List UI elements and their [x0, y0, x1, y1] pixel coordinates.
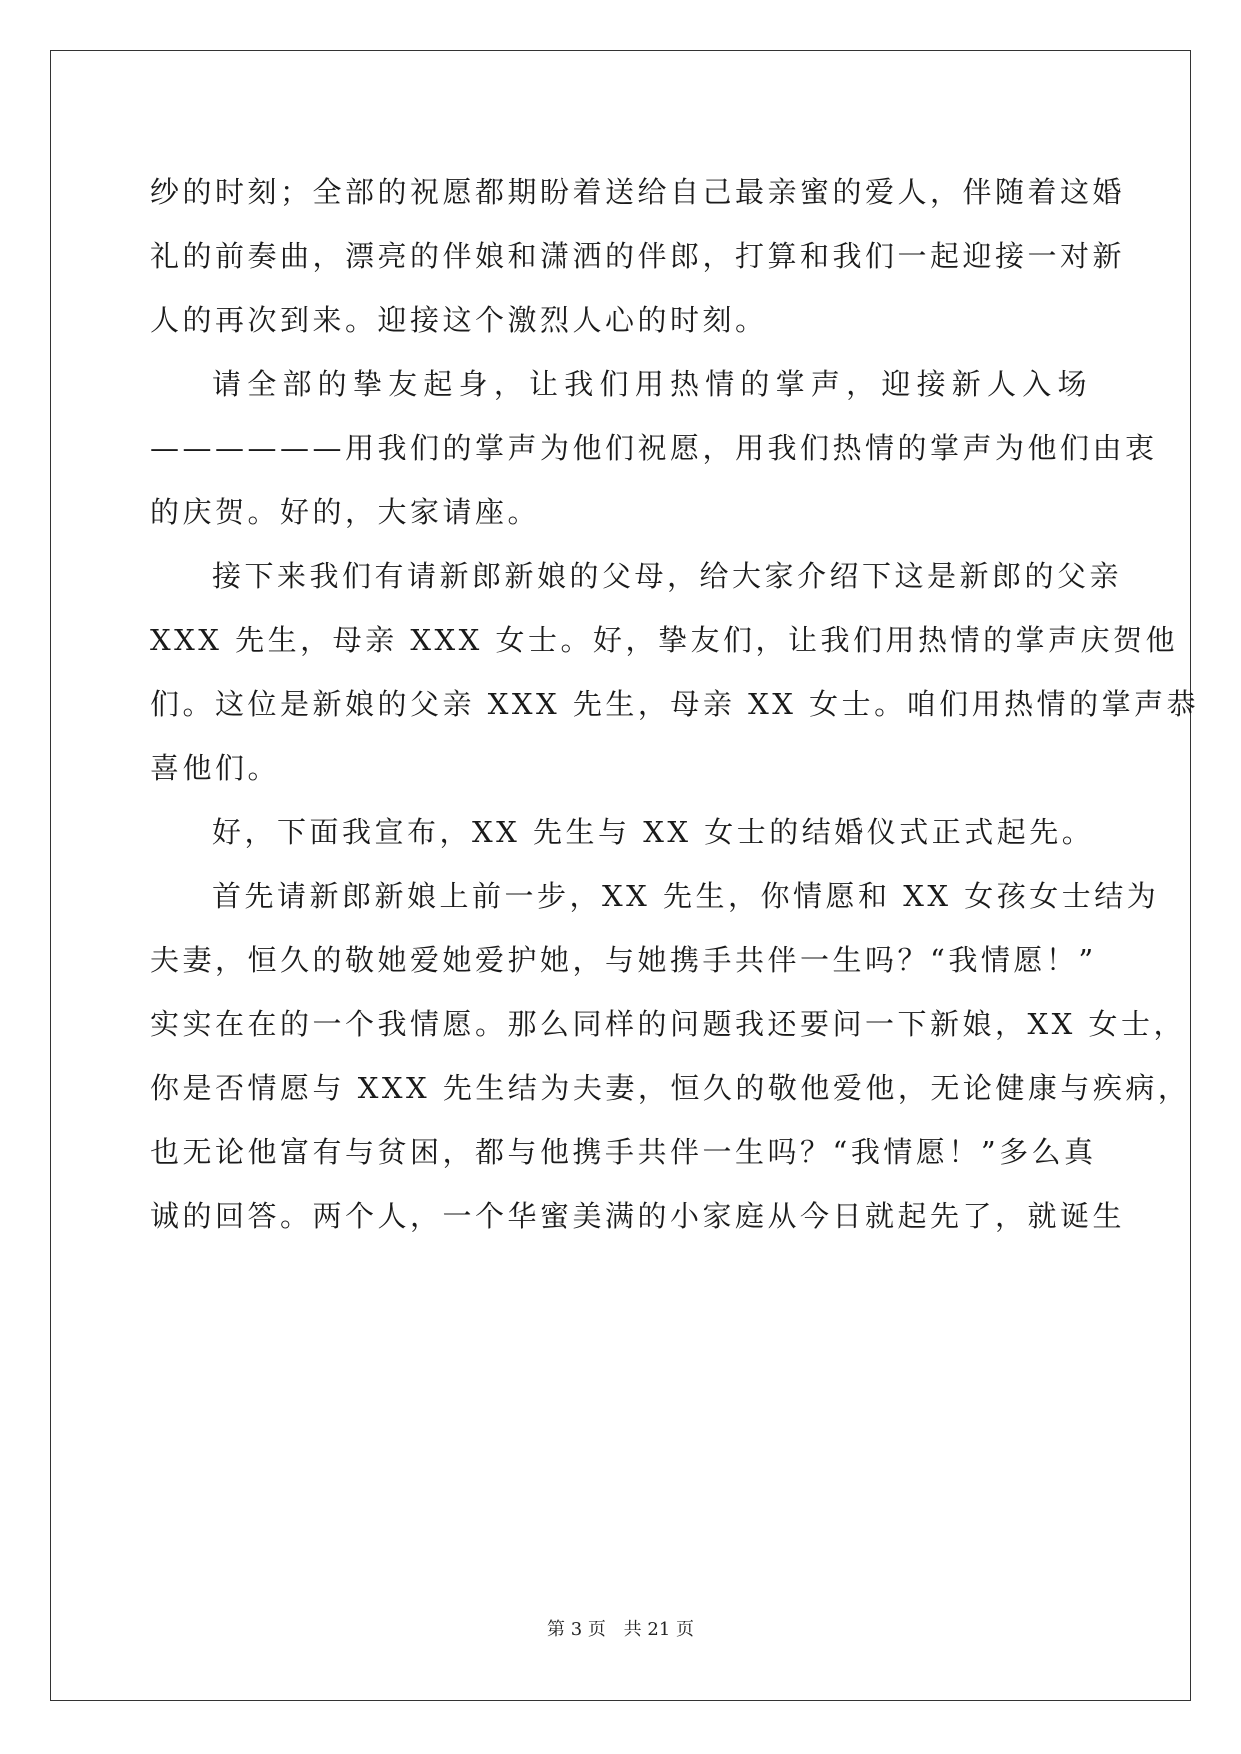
text-line: 喜他们。: [150, 751, 281, 785]
text-line: 好，下面我宣布，XX 先生与 XX 女士的结婚仪式正式起先。: [212, 815, 1095, 849]
text-line: 们。这位是新娘的父亲 XXX 先生，母亲 XX 女士。咱们用热情的掌声恭: [150, 687, 1200, 721]
text-line: 也无论他富有与贫困，都与他携手共伴一生吗？“我情愿！”多么真: [150, 1135, 1097, 1169]
document-body: [150, 160, 1200, 1248]
text-line: 请全部的挚友起身，让我们用热情的掌声，迎接新人入场: [212, 367, 1090, 401]
page-number: 第 3 页: [547, 1619, 606, 1640]
text-line: 首先请新郎新娘上前一步，XX 先生，你情愿和 XX 女孩女士结为: [212, 879, 1160, 913]
text-line: ——————用我们的掌声为他们祝愿，用我们热情的掌声为他们由衷: [150, 431, 1158, 465]
page-footer: [0, 1615, 1241, 1641]
text-line: 接下来我们有请新郎新娘的父母，给大家介绍下这是新郎的父亲: [212, 559, 1123, 593]
text-line: XXX 先生，母亲 XXX 女士。好，挚友们，让我们用热情的掌声庆贺他: [150, 623, 1179, 657]
text-line: 实实在在的一个我情愿。那么同样的问题我还要问一下新娘，XX 女士，: [150, 1007, 1187, 1041]
page-total: 共 21 页: [623, 1619, 694, 1640]
text-line: 诚的回答。两个人，一个华蜜美满的小家庭从今日就起先了，就诞生: [150, 1199, 1126, 1233]
text-line: 夫妻，恒久的敬她爱她爱护她，与她携手共伴一生吗？“我情愿！”: [150, 943, 1097, 977]
text-line: 人的再次到来。迎接这个激烈人心的时刻。: [150, 303, 768, 337]
text-line: 礼的前奏曲，漂亮的伴娘和潇洒的伴郎，打算和我们一起迎接一对新: [150, 239, 1126, 273]
text-line: 的庆贺。好的，大家请座。: [150, 495, 541, 529]
text-line: 你是否情愿与 XXX 先生结为夫妻，恒久的敬他爱他，无论健康与疾病，: [150, 1071, 1191, 1105]
text-line: 纱的时刻；全部的祝愿都期盼着送给自己最亲蜜的爱人，伴随着这婚: [150, 175, 1126, 209]
